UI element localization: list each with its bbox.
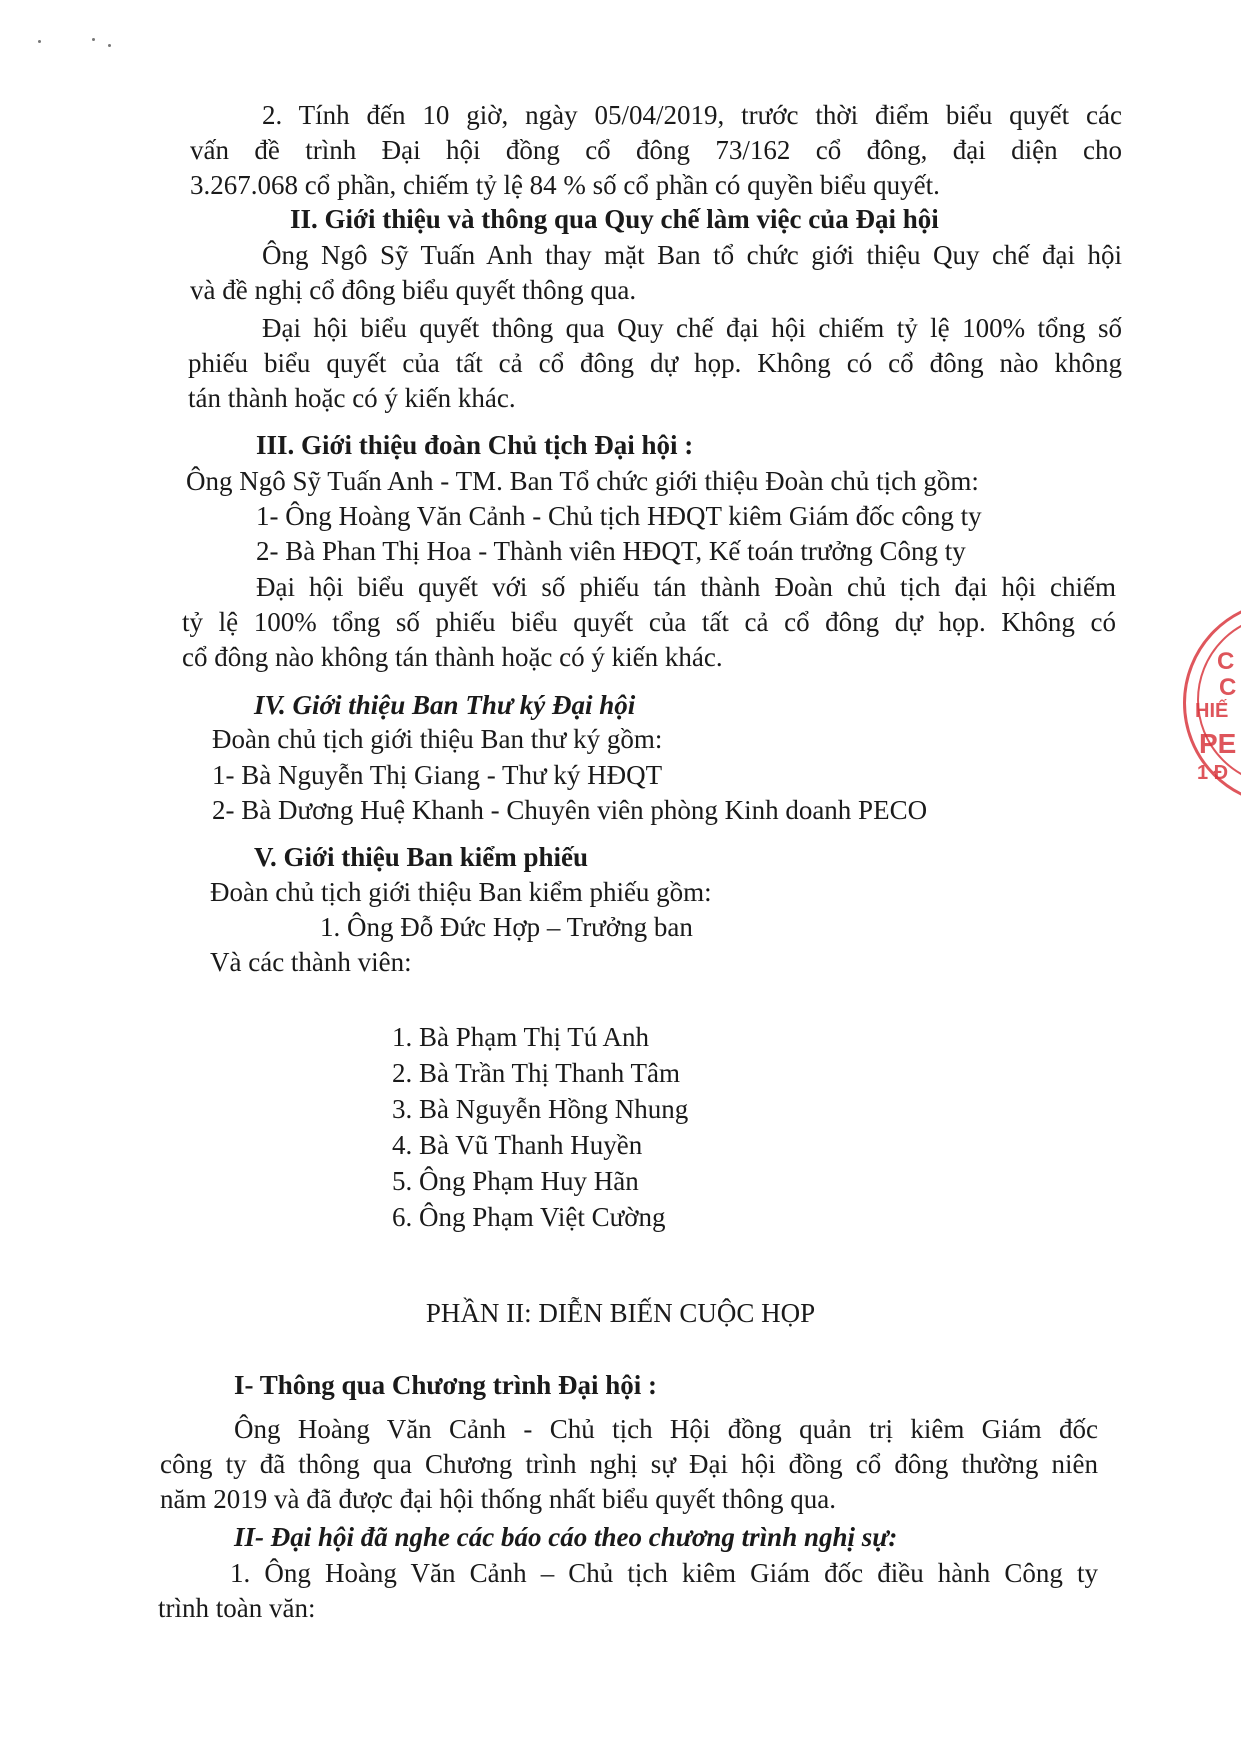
section-heading: V. Giới thiệu Ban kiểm phiếu <box>254 842 589 872</box>
paragraph-line: tán thành hoặc có ý kiến khác. <box>188 383 516 413</box>
paragraph-line: trình toàn văn: <box>158 1593 316 1623</box>
list-item: 3. Bà Nguyễn Hồng Nhung <box>392 1094 689 1124</box>
list-item: 2- Bà Dương Huệ Khanh - Chuyên viên phòng Kinh doanh PECO <box>212 795 928 825</box>
list-item: 2- Bà Phan Thị Hoa - Thành viên HĐQT, Kế toán trưởng Công ty <box>256 536 966 566</box>
paragraph-line: phiếu biểu quyết của tất cả cổ đông dự họp. Không có cổ đông nào không <box>188 348 1122 378</box>
list-item: 1. Bà Phạm Thị Tú Anh <box>392 1022 650 1052</box>
paragraph-line: 3.267.068 cổ phần, chiếm tỷ lệ 84 % số cổ phần có quyền biểu quyết. <box>190 170 940 200</box>
list-item: 5. Ông Phạm Huy Hãn <box>392 1166 639 1196</box>
section-heading: III. Giới thiệu đoàn Chủ tịch Đại hội : <box>256 430 694 460</box>
seal-text: C <box>1219 674 1237 701</box>
paragraph-line: Đoàn chủ tịch giới thiệu Ban kiểm phiếu gồm: <box>210 877 712 907</box>
scan-speck <box>92 38 95 41</box>
paragraph-line: năm 2019 và đã được đại hội thống nhất biểu quyết thông qua. <box>160 1484 837 1514</box>
paragraph-line: vấn đề trình Đại hội đồng cổ đông 73/162 cổ đông, đại diện cho <box>190 135 1122 165</box>
paragraph-line: Ông Hoàng Văn Cảnh - Chủ tịch Hội đồng quản trị kiêm Giám đốc <box>234 1414 1098 1444</box>
part-heading: PHẦN II: DIỄN BIẾN CUỘC HỌP <box>425 1298 816 1328</box>
paragraph-line: Đại hội biểu quyết với số phiếu tán thành Đoàn chủ tịch đại hội chiếm <box>256 572 1116 602</box>
paragraph-line: 1. Ông Hoàng Văn Cảnh – Chủ tịch kiêm Giám đốc điều hành Công ty <box>230 1558 1098 1588</box>
seal-text: HIẾ <box>1195 700 1229 722</box>
list-item: 4. Bà Vũ Thanh Huyền <box>392 1130 643 1160</box>
seal-text: C <box>1217 648 1235 675</box>
paragraph-line: Và các thành viên: <box>210 947 412 977</box>
list-item: 6. Ông Phạm Việt Cường <box>392 1202 666 1232</box>
seal-text: 1 Đ <box>1197 762 1229 784</box>
paragraph-line: và đề nghị cổ đông biểu quyết thông qua. <box>190 275 637 305</box>
scan-speck <box>108 44 111 47</box>
section-heading: II- Đại hội đã nghe các báo cáo theo chương trình nghị sự: <box>234 1522 898 1552</box>
seal-text: PE <box>1199 728 1237 759</box>
section-heading: IV. Giới thiệu Ban Thư ký Đại hội <box>254 690 636 720</box>
section-heading: I- Thông qua Chương trình Đại hội : <box>234 1370 658 1400</box>
paragraph-line: công ty đã thông qua Chương trình nghị sự Đại hội đồng cổ đông thường niên <box>160 1449 1098 1479</box>
paragraph-line: Đại hội biểu quyết thông qua Quy chế đại hội chiếm tỷ lệ 100% tổng số <box>262 313 1122 343</box>
paragraph-line: cổ đông nào không tán thành hoặc có ý kiến khác. <box>182 642 723 672</box>
section-heading: II. Giới thiệu và thông qua Quy chế làm việc của Đại hội <box>290 204 939 234</box>
company-seal <box>1183 600 1241 810</box>
scan-speck <box>38 40 41 43</box>
paragraph-line: tỷ lệ 100% tổng số phiếu biểu quyết của tất cả cổ đông dự họp. Không có <box>182 607 1116 637</box>
list-item: 2. Bà Trần Thị Thanh Tâm <box>392 1058 681 1088</box>
paragraph-line: Ông Ngô Sỹ Tuấn Anh thay mặt Ban tổ chức giới thiệu Quy chế đại hội <box>262 240 1122 270</box>
list-item: 1- Bà Nguyễn Thị Giang - Thư ký HĐQT <box>212 760 663 790</box>
paragraph-line: Ông Ngô Sỹ Tuấn Anh - TM. Ban Tổ chức giới thiệu Đoàn chủ tịch gồm: <box>186 466 979 496</box>
list-item: 1. Ông Đỗ Đức Hợp – Trưởng ban <box>320 912 693 942</box>
paragraph-line: 2. Tính đến 10 giờ, ngày 05/04/2019, trước thời điểm biểu quyết các <box>262 100 1122 130</box>
list-item: 1- Ông Hoàng Văn Cảnh - Chủ tịch HĐQT kiêm Giám đốc công ty <box>256 501 982 531</box>
paragraph-line: Đoàn chủ tịch giới thiệu Ban thư ký gồm: <box>212 724 663 754</box>
